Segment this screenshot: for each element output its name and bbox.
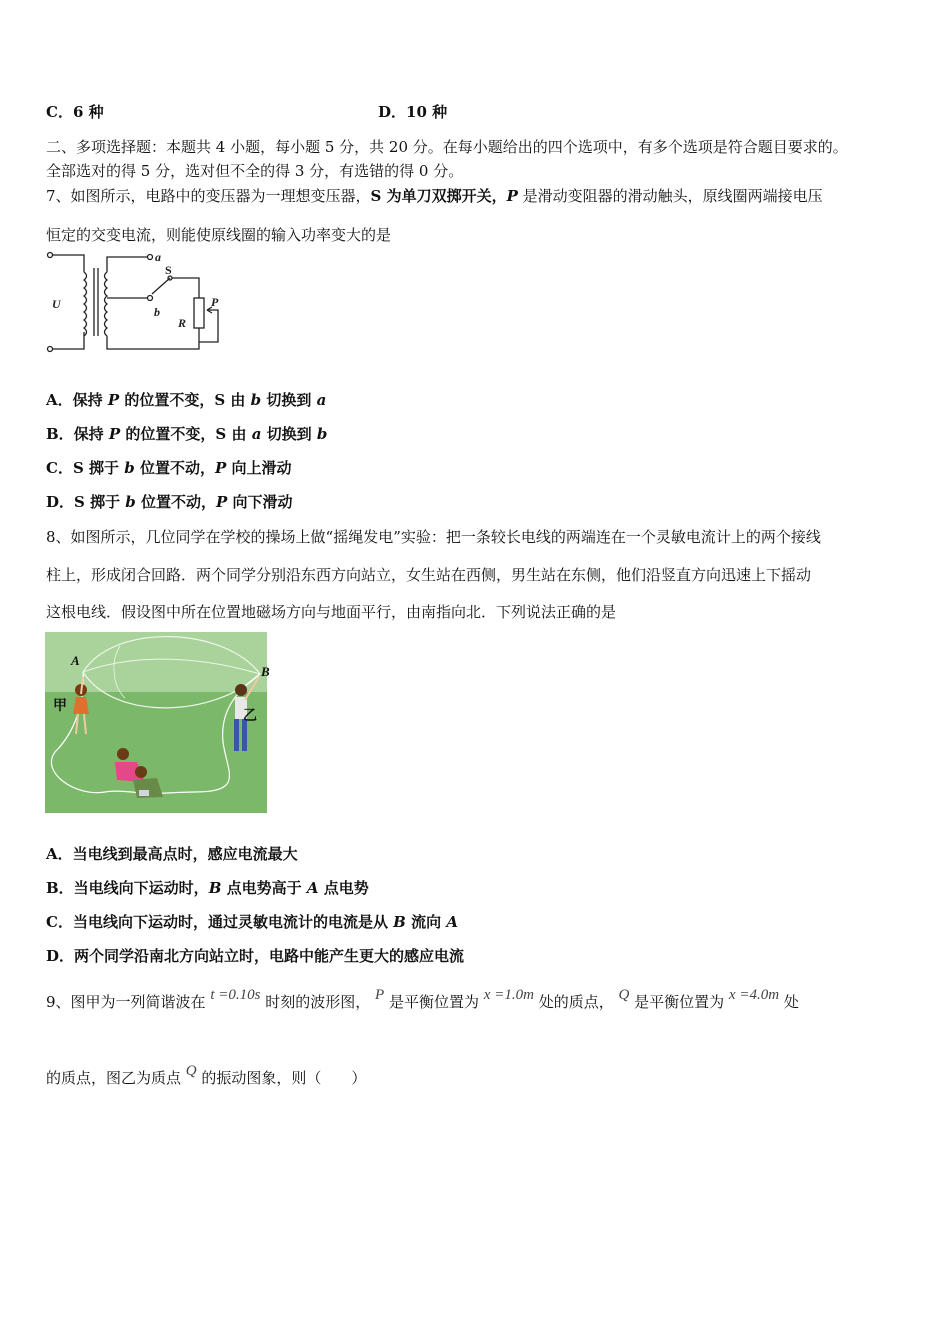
q8-option-d: D．两个同学沿南北方向站立时，电路中能产生更大的感应电流: [46, 947, 465, 965]
q9-t5: 是平衡位置为: [634, 993, 725, 1011]
q8-stem-line3: 这根电线．假设图中所在位置地磁场方向与地面平行，由南指向北．下列说法正确的是: [46, 603, 617, 621]
q7-d-mid: 位置不动，: [135, 493, 217, 511]
q9-t4: 处的质点，: [538, 993, 614, 1011]
terminal-b: [148, 296, 153, 301]
q9-math-x2: x =4.0m: [728, 987, 780, 1003]
q7-stem-b: S 为单刀双掷开关，: [370, 187, 507, 205]
primary-coil: [84, 272, 87, 336]
q7-stem-d: 是滑动变阻器的滑动触头，原线圈两端接电压: [517, 187, 823, 205]
option-d-prev: D．10 种: [378, 103, 448, 121]
label-p: P: [211, 295, 219, 309]
q8-option-a: A．当电线到最高点时，感应电流最大: [46, 845, 298, 863]
q7-b-mid: 的位置不变，S 由: [120, 425, 252, 443]
q7-option-a: [46, 390, 326, 410]
q7-d-mid2: 向下滑动: [227, 493, 293, 511]
terminal-a: [148, 255, 153, 260]
q7-option-b: [46, 424, 327, 444]
secondary-coil: [105, 272, 108, 336]
fig-label-jia: 甲: [53, 699, 67, 714]
q9-math-t: t =0.10s: [210, 987, 261, 1003]
q7-b-v3: b: [316, 425, 328, 443]
label-b: b: [154, 305, 160, 319]
q7-b-v2: a: [251, 425, 262, 443]
q7-a-mid: 的位置不变，S 由: [119, 391, 251, 409]
q8-b-v1: B: [208, 879, 222, 897]
q8-b-v2: A: [306, 879, 319, 897]
q7-b-pre: B．保持: [46, 425, 109, 443]
fig-label-yi: 乙: [243, 709, 257, 724]
q7-a-pre: A．保持: [46, 391, 108, 409]
q7-b-mid2: 切换到: [261, 425, 317, 443]
q9-math-q2: Q: [185, 1063, 197, 1079]
terminal-top: [48, 253, 53, 258]
q7-stem-a: 7、如图所示，电路中的变压器为一理想变压器，: [46, 187, 371, 205]
q7-stem-var-p: P: [506, 187, 518, 205]
fig-label-b: B: [261, 664, 270, 679]
q8-option-c: [46, 912, 458, 932]
q9-math-q: Q: [618, 987, 630, 1003]
label-s: S: [165, 263, 172, 277]
q7-option-c: [46, 458, 291, 478]
q7-a-v1: P: [107, 391, 120, 409]
transformer-circuit-figure: [44, 250, 234, 358]
q8-stem-line2: 柱上，形成闭合回路．两个同学分别沿东西方向站立，女生站在西侧，男生站在东侧，他们沿竖直方向迅速上下摇动: [46, 566, 812, 584]
galvanometer-icon: [139, 790, 149, 796]
q7-c-mid: 位置不动，: [134, 459, 215, 477]
slider-lead: [199, 310, 218, 342]
label-u: U: [52, 297, 61, 311]
q9-l2b: 的振动图象，则（ ）: [201, 1069, 367, 1087]
q8-b-post: 点电势: [318, 879, 369, 897]
q7-a-v3: a: [316, 391, 327, 409]
q7-c-v1: b: [124, 459, 135, 477]
switch-s: [152, 278, 170, 294]
q9-stem-line1: [46, 987, 904, 1013]
rheostat-r: [194, 298, 204, 328]
section2-line2: 全部选对的得 5 分，选对但不全的得 3 分，有选错的得 0 分。: [46, 162, 464, 180]
label-r: R: [178, 316, 187, 330]
q8-c-pre: C．当电线向下运动时，通过灵敏电流计的电流是从: [46, 913, 394, 931]
q7-d-pre: D．S 掷于: [46, 493, 126, 511]
section2-line1: 二、多项选择题：本题共 4 小题，每小题 5 分，共 20 分。在每小题给出的四个选项中，有多个选项是符合题目要求的。: [46, 138, 848, 156]
q7-a-v2: b: [250, 391, 262, 409]
q7-stem-line2: 恒定的交变电流，则能使原线圈的输入功率变大的是: [46, 226, 392, 244]
q7-c-v2: P: [214, 459, 227, 477]
q8-c-mid: 流向: [405, 913, 447, 931]
q8-c-v1: B: [393, 913, 406, 931]
label-a: a: [155, 250, 161, 264]
fig-label-a: A: [71, 653, 80, 668]
q7-a-mid2: 切换到: [261, 391, 317, 409]
q7-stem-line1: [46, 186, 823, 206]
q9-t6: 处: [783, 993, 799, 1011]
q7-option-d: [46, 492, 293, 512]
q8-option-b: [46, 878, 369, 898]
option-c-prev: C．6 种: [46, 103, 104, 121]
q9-stem-line2: [46, 1063, 367, 1089]
terminal-bottom: [48, 347, 53, 352]
q8-b-pre: B．当电线向下运动时，: [46, 879, 209, 897]
q7-c-mid2: 向上滑动: [226, 459, 292, 477]
q8-b-mid: 点电势高于: [221, 879, 307, 897]
q9-t2: 时刻的波形图，: [265, 993, 371, 1011]
q7-c-pre: C．S 掷于: [46, 459, 125, 477]
q7-b-v1: P: [108, 425, 121, 443]
q8-stem-line1: 8、如图所示，几位同学在学校的操场上做“摇绳发电”实验：把一条较长电线的两端连在一个灵敏电流计上的两个接线: [46, 528, 821, 546]
q7-d-v1: b: [125, 493, 136, 511]
q9-l2a: 的质点，图乙为质点: [46, 1069, 182, 1087]
q9-math-p: P: [375, 987, 385, 1003]
q9-t1: 9、图甲为一列简谐波在: [46, 993, 206, 1011]
rope-generator-figure: [45, 632, 270, 813]
q7-d-v2: P: [216, 493, 228, 511]
q9-math-x1: x =1.0m: [483, 987, 534, 1003]
q8-c-v2: A: [446, 913, 458, 931]
q9-t3: 是平衡位置为: [389, 993, 480, 1011]
